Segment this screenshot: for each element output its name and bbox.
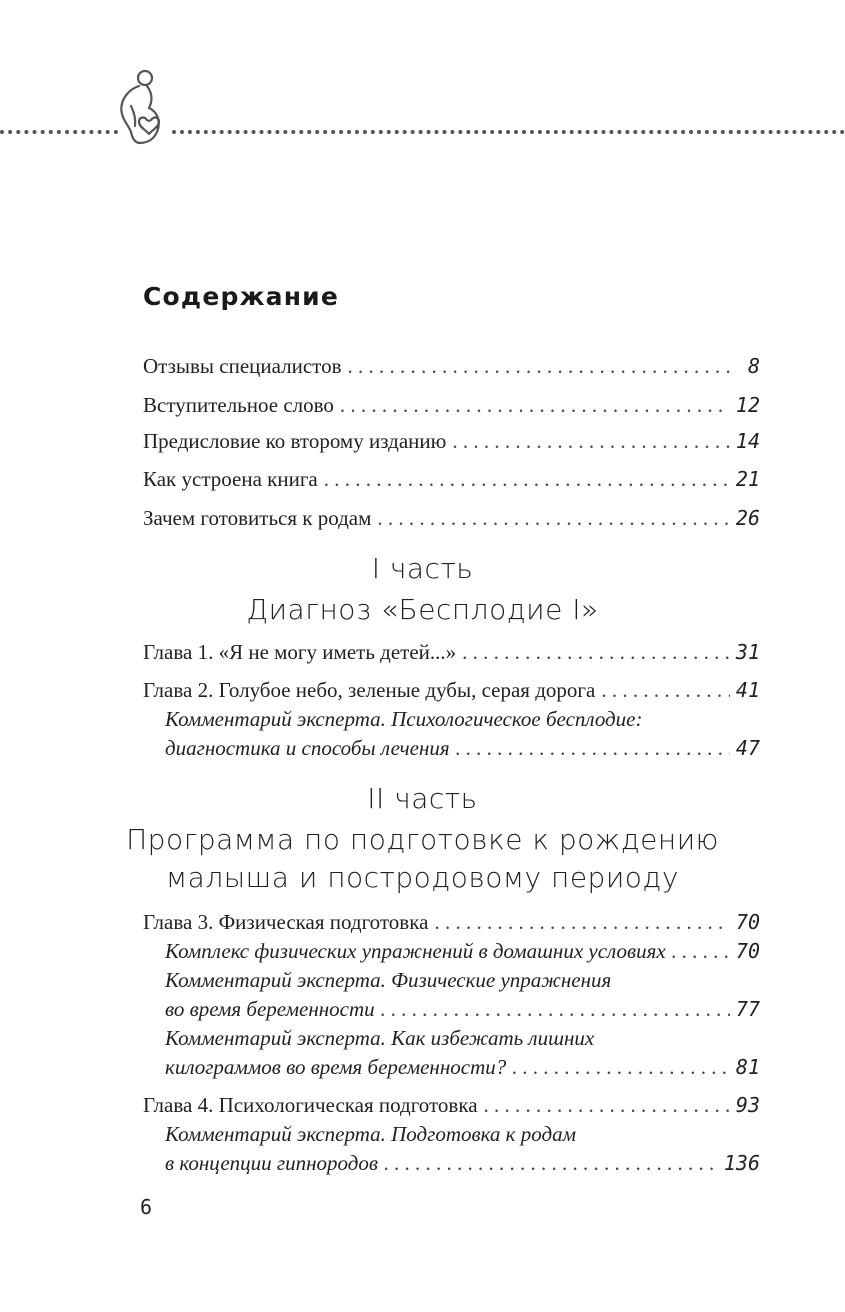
toc-subentry-title: Комментарий эксперта. Как избежать лишних <box>165 1026 595 1050</box>
toc-entry-chapter-4[interactable] <box>143 1091 760 1119</box>
toc-entry-chapter-1[interactable] <box>143 638 760 666</box>
toc-entry-page: 12 <box>735 393 760 417</box>
toc-entry-title: Глава 4. Психологическая подготовка <box>143 1093 478 1117</box>
dot-leader <box>434 908 729 936</box>
toc-entry-page: 70 <box>735 939 760 963</box>
toc-title: Содержание <box>143 282 340 311</box>
toc-entry-title: Глава 2. Голубое небо, зеленые дубы, серая дорога <box>143 678 596 702</box>
toc-subentry[interactable] <box>165 995 760 1023</box>
toc-subentry[interactable] <box>165 937 760 965</box>
toc-entry-page: 21 <box>735 467 760 491</box>
toc-entry-page: 93 <box>735 1093 760 1117</box>
toc-entry-title: Глава 3. Физическая подготовка <box>143 910 429 934</box>
dot-leader <box>324 465 730 493</box>
toc-subentry-line <box>165 966 760 994</box>
toc-entry-page: 26 <box>735 506 760 530</box>
toc-entry-title: в концепции гипнородов <box>165 1151 378 1175</box>
toc-entry-title: Глава 1. «Я не могу иметь детей...» <box>143 640 457 664</box>
toc-entry-page: 81 <box>735 1055 760 1079</box>
pregnant-woman-heart-icon <box>105 66 167 146</box>
dot-leader <box>384 1149 718 1177</box>
toc-entry-title: Зачем готовиться к родам <box>143 506 372 530</box>
toc-entry-title: диагностика и способы лечения <box>165 736 450 760</box>
toc-entry-title: Как устроена книга <box>143 467 318 491</box>
toc-entry-title: килограммов во время беременности? <box>165 1055 507 1079</box>
toc-subentry-title: Комментарий эксперта. Психологическое бесплодие: <box>165 707 643 731</box>
toc-entry-chapter-2[interactable] <box>143 676 760 704</box>
dot-leader <box>381 995 730 1023</box>
toc-subentry-line <box>165 1120 760 1148</box>
dot-leader <box>601 676 730 704</box>
dot-leader <box>462 638 730 666</box>
toc-entry-page: 70 <box>735 910 760 934</box>
toc-subentry[interactable] <box>165 734 760 762</box>
dot-leader <box>377 504 729 532</box>
dot-leader <box>456 734 730 762</box>
toc-entry-title: Комплекс физических упражнений в домашних условиях <box>165 939 666 963</box>
toc-entry-title: во время беременности <box>165 997 375 1021</box>
dot-leader <box>348 352 731 380</box>
toc-subentry-line <box>165 705 760 733</box>
toc-entry[interactable] <box>143 427 760 455</box>
toc-entry-chapter-3[interactable] <box>143 908 760 936</box>
part-2-label: II часть <box>367 782 478 815</box>
toc-subentry[interactable] <box>165 1053 760 1081</box>
toc-entry[interactable] <box>143 352 760 380</box>
toc-entry-page: 47 <box>735 736 760 760</box>
toc-entry[interactable] <box>143 465 760 493</box>
toc-entry-title: Отзывы специалистов <box>143 354 342 378</box>
toc-entry-page: 77 <box>735 997 760 1021</box>
toc-subentry-title: Комментарий эксперта. Подготовка к родам <box>165 1122 576 1146</box>
toc-entry-page: 41 <box>735 678 760 702</box>
part-2-title-line-1: Программа по подготовке к рождению <box>126 823 719 856</box>
dot-leader <box>672 937 730 965</box>
header-dotted-line-left <box>0 130 118 134</box>
dot-leader <box>484 1091 730 1119</box>
part-2-title-line-2: малыша и постродовому периоду <box>166 861 679 894</box>
toc-subentry-line <box>165 1024 760 1052</box>
page-number: 6 <box>140 1195 153 1219</box>
toc-subentry-title: Комментарий эксперта. Физические упражнения <box>165 968 612 992</box>
toc-entry[interactable] <box>143 504 760 532</box>
dot-leader <box>452 427 730 455</box>
toc-subentry[interactable] <box>165 1149 760 1177</box>
dot-leader <box>340 391 730 419</box>
dot-leader <box>512 1053 730 1081</box>
header-dotted-line-right <box>172 130 845 134</box>
part-1-label: I часть <box>371 552 474 585</box>
toc-entry[interactable] <box>143 391 760 419</box>
toc-entry-title: Вступительное слово <box>143 393 334 417</box>
toc-entry-title: Предисловие ко второму изданию <box>143 429 447 453</box>
part-1-title: Диагноз «Бесплодие I» <box>246 593 599 626</box>
toc-entry-page: 31 <box>735 640 760 664</box>
toc-entry-page: 136 <box>723 1151 760 1175</box>
toc-entry-page: 8 <box>747 354 760 378</box>
toc-entry-page: 14 <box>735 429 760 453</box>
